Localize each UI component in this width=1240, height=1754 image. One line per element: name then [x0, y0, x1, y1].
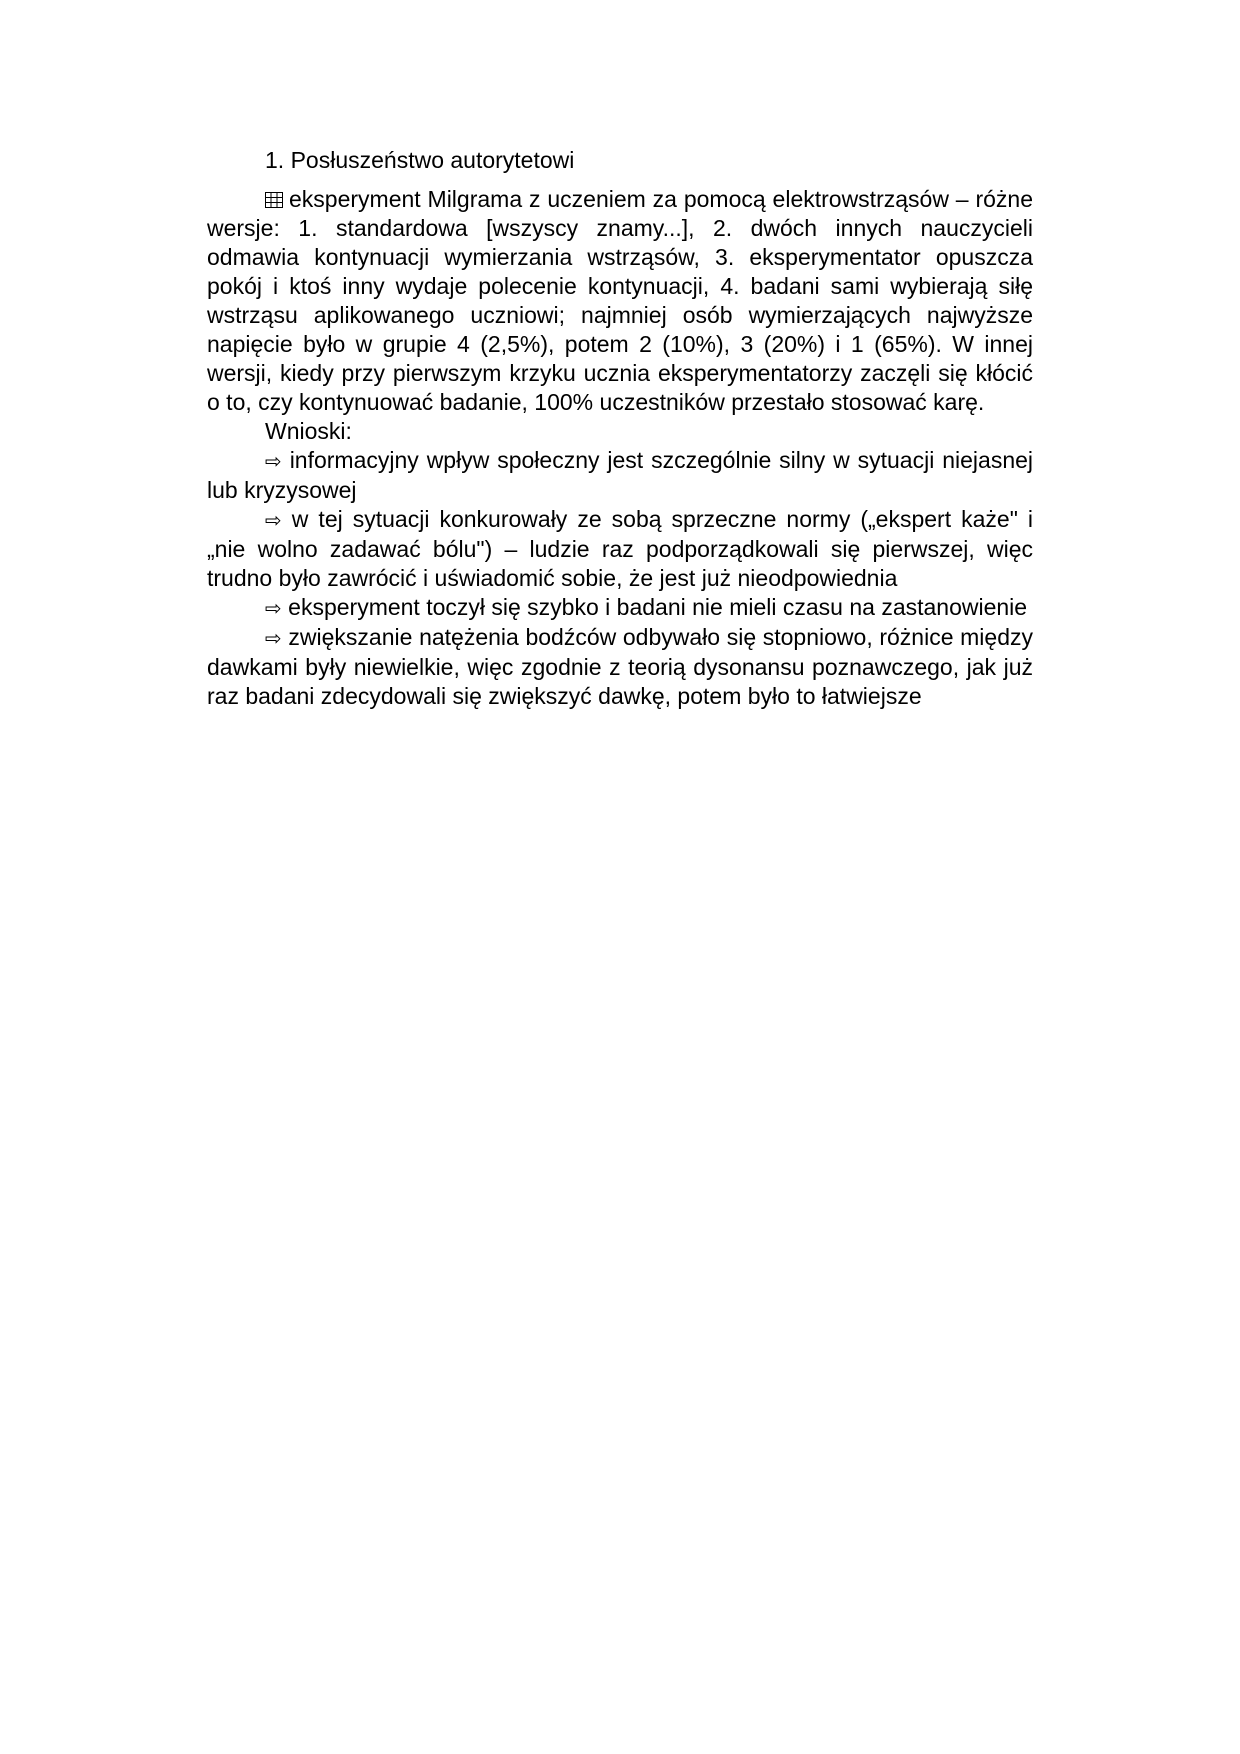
arrow-bullet-icon: ⇨ — [265, 596, 282, 620]
conclusion-text: informacyjny wpływ społeczny jest szczególnie silny w sytuacji niejasnej lub kryzysowej — [207, 447, 1034, 503]
arrow-bullet-icon: ⇨ — [265, 449, 282, 473]
conclusion-text: zwiększanie natężenia bodźców odbywało się stopniowo, różnice między dawkami były niewielkie, więc zgodnie z teorią dysonansu poznawczego, jak już raz badani zdecydowali się zwiększyć dawkę, potem było to łatwiejsze — [207, 624, 1033, 709]
conclusions-label: Wnioski: — [265, 418, 352, 444]
intro-text: eksperyment Milgrama z uczeniem za pomocą elektrowstrząsów – różne wersje: 1. standardowa [wszyscy znamy...], 2. dwóch innych nauczycieli odmawia kontynuacji wymierzania wstrząsów, 3. eksperymentator opuszcza pokój i ktoś inny wydaje polecenie kontynuacji, 4. badani sami wybierają siłę wstrząsu aplikowanego uczniowi; najmniej osób wymierzających najwyższe napięcie było w grupie 4 (2,5%), potem 2 (10%), 3 (20%) i 1 (65%). W innej wersji, kiedy przy pierwszym krzyku ucznia eksperymentatorzy zaczęli się kłócić o to, czy kontynuować badanie, 100% uczestników przestało stosować karę. — [207, 186, 1033, 415]
conclusion-item — [207, 623, 1033, 711]
conclusion-text: w tej sytuacji konkurowały ze sobą sprzeczne normy („ekspert każe" i „nie wolno zadawać bólu") – ludzie raz podporządkowali się pierwszej, więc trudno było zawrócić i uświadomić sobie, że jest już nieodpowiednia — [207, 506, 1033, 591]
grid-bullet-icon — [265, 192, 283, 208]
arrow-bullet-icon: ⇨ — [265, 626, 282, 650]
conclusion-item — [207, 593, 1033, 623]
intro-paragraph — [207, 185, 1033, 417]
arrow-bullet-icon: ⇨ — [265, 508, 282, 532]
conclusion-item — [207, 446, 1033, 505]
section-heading: 1. Posłuszeństwo autorytetowi — [265, 147, 575, 173]
document-content — [207, 146, 1033, 711]
conclusion-item — [207, 505, 1033, 593]
conclusion-text: eksperyment toczył się szybko i badani nie mieli czasu na zastanowienie — [288, 594, 1028, 620]
